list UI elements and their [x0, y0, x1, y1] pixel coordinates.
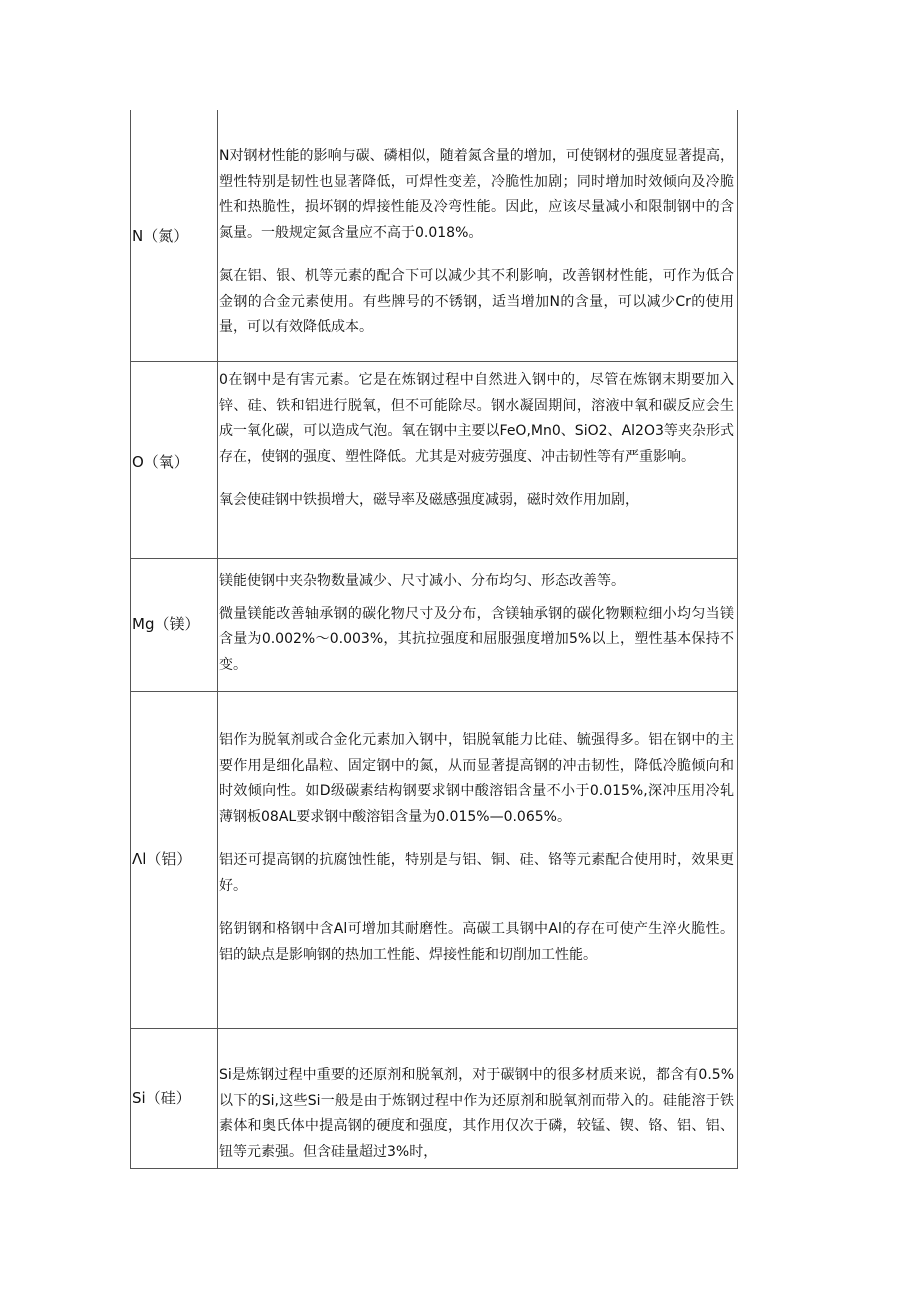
description-paragraph: 铝作为脱氧剂或合金化元素加入钢中，铝脱氧能力比硅、毓强得多。铝在钢中的主要作用是细化晶粒、固定钢中的氮，从而显著提高钢的冲击韧性，降低冷脆倾向和时效倾向性。如D级碳素结构钢要求钢中酸溶铝含量不小于0.015%,深冲压用冷轧薄钢板08AL要求钢中酸溶铝含量为0.015%—0.065%。: [219, 732, 734, 825]
element-description: [219, 1063, 734, 1165]
element-name: N（氮）: [132, 227, 189, 245]
description-paragraph: 氧会使硅钢中铁损增大，磁导率及磁感强度减弱，磁时效作用加剧，: [219, 492, 639, 508]
element-description: [219, 368, 734, 514]
table-border: [737, 559, 738, 692]
table-row: [130, 559, 738, 692]
table-border: [737, 362, 738, 559]
element-description: [219, 728, 734, 968]
description-paragraph: Si是炼钢过程中重要的还原剂和脱氧剂，对于碳钢中的很多材质来说，都含有0.5%以下的Si,这些Si一般是由于炼钢过程中作为还原剂和脱氧剂而带入的。硅能溶于铁素体和奥氏体中提高钢的硬度和强度，其作用仅次于磷，较锰、锲、铬、铝、铝、钮等元素强。但含硅量超过3%时，: [219, 1067, 734, 1160]
table-border: [130, 1168, 738, 1169]
table-border: [217, 692, 218, 1029]
table-border: [130, 110, 131, 362]
table-border: [130, 362, 131, 559]
table-border: [217, 362, 218, 559]
element-description: [219, 569, 734, 678]
element-name: Λl（铝）: [132, 850, 192, 868]
table-row: [130, 362, 738, 559]
element-effects-table: [130, 110, 738, 1169]
table-border: [130, 692, 131, 1029]
description-paragraph: N对钢材性能的影响与碳、磷相似，随着氮含量的增加，可使钢材的强度显著提高，塑性特别是韧性也显著降低，可焊性变差，冷脆性加剧；同时增加时效倾向及冷脆性和热脆性，损坏钢的焊接性能及冷弯性能。因此，应该尽量减小和限制钢中的含氮量。一般规定氮含量应不高于0.018%。: [219, 148, 734, 241]
table-border: [130, 1029, 131, 1169]
table-border: [130, 559, 131, 692]
description-paragraph: 铝还可提高钢的抗腐蚀性能，特别是与铝、铜、硅、铬等元素配合使用时，效果更好。: [219, 852, 734, 894]
table-border: [737, 692, 738, 1029]
description-paragraph: 氮在铝、银、机等元素的配合下可以减少其不利影响，改善钢材性能，可作为低合金钢的合金元素使用。有些牌号的不锈钢，适当增加N的含量，可以减少Cr的使用量，可以有效降低成本。: [219, 268, 734, 335]
table-border: [737, 110, 738, 362]
description-paragraph: 微量镁能改善轴承钢的碳化物尺寸及分布，含镁轴承钢的碳化物颗粒细小均匀当镁含量为0.002%～0.003%，其抗拉强度和屈服强度增加5%以上，塑性基本保持不变。: [219, 605, 734, 673]
description-paragraph: 镁能使钢中夹杂物数量减少、尺寸减小、分布均匀、形态改善等。: [219, 573, 625, 589]
table-border: [217, 110, 218, 362]
element-description: [219, 144, 734, 341]
table-row: [130, 692, 738, 1029]
element-name: O（氧）: [132, 453, 189, 471]
table-border: [737, 1029, 738, 1169]
element-name: Mg（镁）: [132, 615, 200, 633]
table-border: [217, 1029, 218, 1169]
element-name: Si（硅）: [132, 1089, 191, 1107]
table-row: [130, 110, 738, 362]
description-paragraph: 铭钥钢和格钢中含Al可增加其耐磨性。高碳工具钢中Al的存在可使产生淬火脆性。铝的缺点是影响钢的热加工性能、焊接性能和切削加工性能。: [219, 921, 734, 963]
table-border: [217, 559, 218, 692]
table-row: [130, 1029, 738, 1169]
description-paragraph: 0在钢中是有害元素。它是在炼钢过程中自然进入钢中的，尽管在炼钢末期要加入锌、硅、铁和铝进行脱氧，但不可能除尽。钢水凝固期间，溶液中氧和碳反应会生成一氧化碳，可以造成气泡。氧在钢中主要以FeO,Mn0、SiO2、Al2O3等夹杂形式存在，使钢的强度、塑性降低。尤其是对疲劳强度、冲击韧性等有严重影响。: [219, 372, 734, 465]
